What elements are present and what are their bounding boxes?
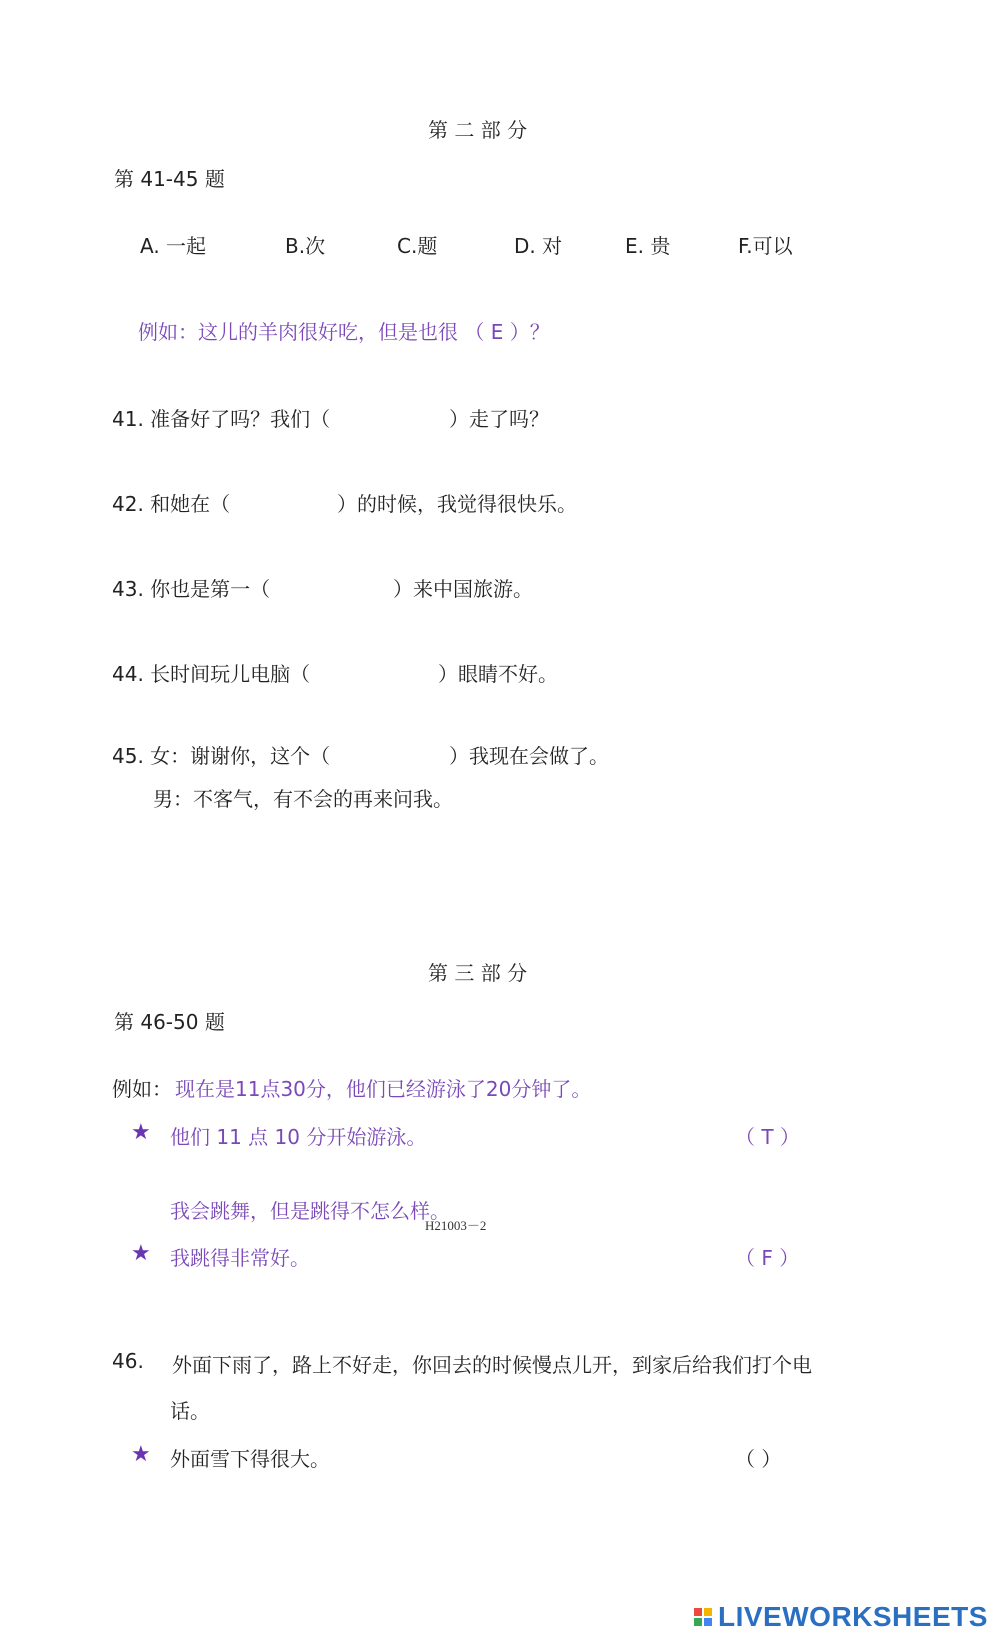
q43-before: 43. 你也是第一（	[112, 577, 271, 601]
icon-tile	[704, 1608, 712, 1616]
q46-text-line1: 外面下雨了，路上不好走，你回去的时候慢点儿开，到家后给我们打个电	[172, 1353, 812, 1377]
icon-tile	[694, 1608, 702, 1616]
example2-answer: （ F ）	[735, 1246, 800, 1270]
q42-before: 42. 和她在（	[112, 492, 231, 516]
q45-before: 45. 女：谢谢你，这个（	[112, 744, 331, 768]
q46-answer-box[interactable]: （ ）	[735, 1447, 782, 1471]
option-a: A. 一起	[140, 234, 207, 258]
grid-logo-icon	[694, 1608, 712, 1626]
example-answer: （ T ）	[735, 1125, 800, 1149]
example2-text: 我会跳舞，但是跳得不怎么样。	[170, 1199, 450, 1223]
q42-after: ）的时候，我觉得很快乐。	[337, 492, 577, 516]
part2-example: 例如：这儿的羊肉很好吃，但是也很 （ E ）？	[138, 320, 550, 344]
example-statement: 他们 11 点 10 分开始游泳。	[170, 1125, 427, 1149]
q45-reply: 男：不客气，有不会的再来问我。	[153, 787, 453, 811]
q46-statement: 外面雪下得很大。	[170, 1447, 330, 1471]
star-icon: ★	[131, 1241, 151, 1266]
icon-tile	[704, 1618, 712, 1626]
q41-before: 41. 准备好了吗？我们（	[112, 407, 331, 431]
star-icon: ★	[131, 1120, 151, 1145]
page-code: H21003－2	[425, 1218, 487, 1233]
q43-after: ）来中国旅游。	[393, 577, 533, 601]
part2-title: 第 二 部 分	[428, 118, 528, 142]
part3-range: 第 46-50 题	[114, 1010, 225, 1034]
option-d: D. 对	[514, 234, 563, 258]
example-label: 例如：	[112, 1077, 172, 1101]
part3-title: 第 三 部 分	[428, 961, 528, 985]
option-f: F.可以	[738, 234, 793, 258]
example-text: 现在是11点30分，他们已经游泳了20分钟了。	[175, 1077, 592, 1101]
q44-after: ）眼睛不好。	[438, 662, 558, 686]
q44-before: 44. 长时间玩儿电脑（	[112, 662, 311, 686]
liveworksheets-logo[interactable]	[694, 1600, 988, 1634]
q46-text-line2: 话。	[170, 1399, 210, 1423]
q41-after: ）走了吗？	[449, 407, 549, 431]
q45-after: ）我现在会做了。	[449, 744, 609, 768]
option-b: B.次	[285, 234, 326, 258]
option-c: C.题	[397, 234, 438, 258]
part2-range: 第 41-45 题	[114, 167, 225, 191]
brand-name: LIVEWORKSHEETS	[718, 1601, 988, 1632]
icon-tile	[694, 1618, 702, 1626]
star-icon: ★	[131, 1442, 151, 1467]
option-e: E. 贵	[625, 234, 671, 258]
example2-statement: 我跳得非常好。	[170, 1246, 310, 1270]
q46-number: 46.	[112, 1349, 144, 1373]
